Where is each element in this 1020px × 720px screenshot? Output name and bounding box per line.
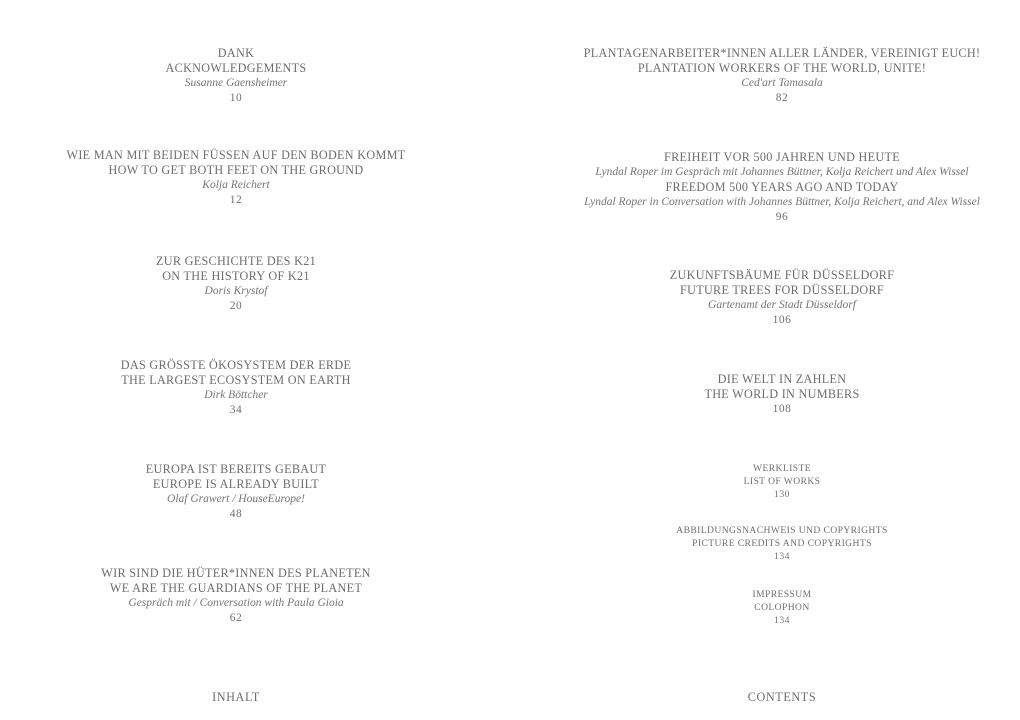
entry-page-number: 12 — [229, 194, 243, 206]
entry-author: Dirk Böttcher — [204, 389, 268, 401]
entry-page-number: 62 — [229, 612, 243, 624]
entry-page-number: 48 — [229, 508, 243, 520]
entry-title-de: EUROPA IST BEREITS GEBAUT — [145, 462, 327, 476]
toc-entry — [16, 358, 456, 418]
entry-title-en: THE LARGEST ECOSYSTEM ON EARTH — [121, 373, 351, 387]
entry-title-de: PLANTAGENARBEITER*INNEN ALLER LÄNDER, VEREINIGT EUCH! — [583, 46, 981, 60]
toc-entry — [562, 46, 1002, 106]
entry-page-number: 134 — [774, 615, 790, 626]
entry-title-en: COLOPHON — [754, 602, 810, 613]
entry-page-number: 134 — [774, 551, 790, 562]
entry-page-number: 108 — [772, 403, 792, 415]
toc-entry — [16, 148, 456, 208]
entry-author-en: Lyndal Roper in Conversation with Johannes Büttner, Kolja Reichert, and Alex Wissel — [584, 196, 980, 208]
footer-label-inhalt: INHALT — [212, 690, 260, 704]
footer-label-contents: CONTENTS — [747, 690, 817, 704]
entry-title-de: FREIHEIT VOR 500 JAHREN UND HEUTE — [664, 150, 900, 164]
entry-page-number: 106 — [772, 314, 792, 326]
toc-entry — [562, 372, 1002, 417]
entry-page-number: 82 — [775, 92, 789, 104]
entry-title-de: WIR SIND DIE HÜTER*INNEN DES PLANETEN — [101, 566, 371, 580]
toc-entry — [562, 524, 1002, 563]
entry-author: Gartenamt der Stadt Düsseldorf — [708, 299, 856, 311]
page-right — [562, 0, 1002, 720]
entry-page-number: 10 — [229, 92, 243, 104]
entry-author-de: Lyndal Roper im Gespräch mit Johannes Büttner, Kolja Reichert und Alex Wissel — [595, 166, 969, 178]
entry-author: Olaf Grawert / HouseEurope! — [167, 493, 305, 505]
entry-title-en: FUTURE TREES FOR DÜSSELDORF — [680, 283, 884, 297]
entry-title-de: ZUR GESCHICHTE DES K21 — [156, 254, 316, 268]
entry-title-en: EUROPE IS ALREADY BUILT — [152, 477, 320, 491]
toc-entry — [562, 150, 1002, 225]
entry-title-en: PLANTATION WORKERS OF THE WORLD, UNITE! — [637, 61, 927, 75]
entry-title-en: FREEDOM 500 YEARS AGO AND TODAY — [665, 180, 899, 194]
entry-title-de: ABBILDUNGSNACHWEIS UND COPYRIGHTS — [676, 525, 888, 536]
toc-entry — [16, 254, 456, 314]
entry-title-de: IMPRESSUM — [752, 589, 812, 600]
entry-title-de: DIE WELT IN ZAHLEN — [717, 372, 847, 386]
entry-title-en: ON THE HISTORY OF K21 — [162, 269, 310, 283]
toc-entry — [16, 46, 456, 106]
toc-entry — [562, 588, 1002, 627]
page-left — [16, 0, 456, 720]
toc-entry — [16, 462, 456, 522]
entry-title-en: LIST OF WORKS — [743, 476, 821, 487]
entry-title-en: ACKNOWLEDGEMENTS — [165, 61, 307, 75]
entry-author: Doris Krystof — [204, 285, 268, 297]
entry-title-de: ZUKUNFTSBÄUME FÜR DÜSSELDORF — [669, 268, 895, 282]
entry-author: Susanne Gaensheimer — [184, 77, 288, 89]
entry-page-number: 130 — [774, 489, 790, 500]
toc-entry — [16, 566, 456, 626]
entry-page-number: 96 — [775, 211, 789, 223]
entry-title-en: PICTURE CREDITS AND COPYRIGHTS — [692, 538, 872, 549]
entry-title-en: HOW TO GET BOTH FEET ON THE GROUND — [108, 163, 364, 177]
entry-title-en: WE ARE THE GUARDIANS OF THE PLANET — [109, 581, 363, 595]
entry-page-number: 34 — [229, 404, 243, 416]
entry-title-de: WERKLISTE — [753, 463, 811, 474]
entry-author: Gespräch mit / Conversation with Paula Gioia — [128, 597, 344, 609]
entry-page-number: 20 — [229, 300, 243, 312]
entry-title-de: DAS GRÖSSTE ÖKOSYSTEM DER ERDE — [120, 358, 352, 372]
entry-title-de: WIE MAN MIT BEIDEN FÜSSEN AUF DEN BODEN KOMMT — [66, 148, 406, 162]
entry-title-en: THE WORLD IN NUMBERS — [704, 387, 860, 401]
toc-entry — [562, 462, 1002, 501]
entry-title-de: DANK — [217, 46, 255, 60]
entry-author: Ced'art Tamasala — [741, 77, 823, 89]
toc-entry — [562, 268, 1002, 328]
entry-author: Kolja Reichert — [202, 179, 270, 191]
